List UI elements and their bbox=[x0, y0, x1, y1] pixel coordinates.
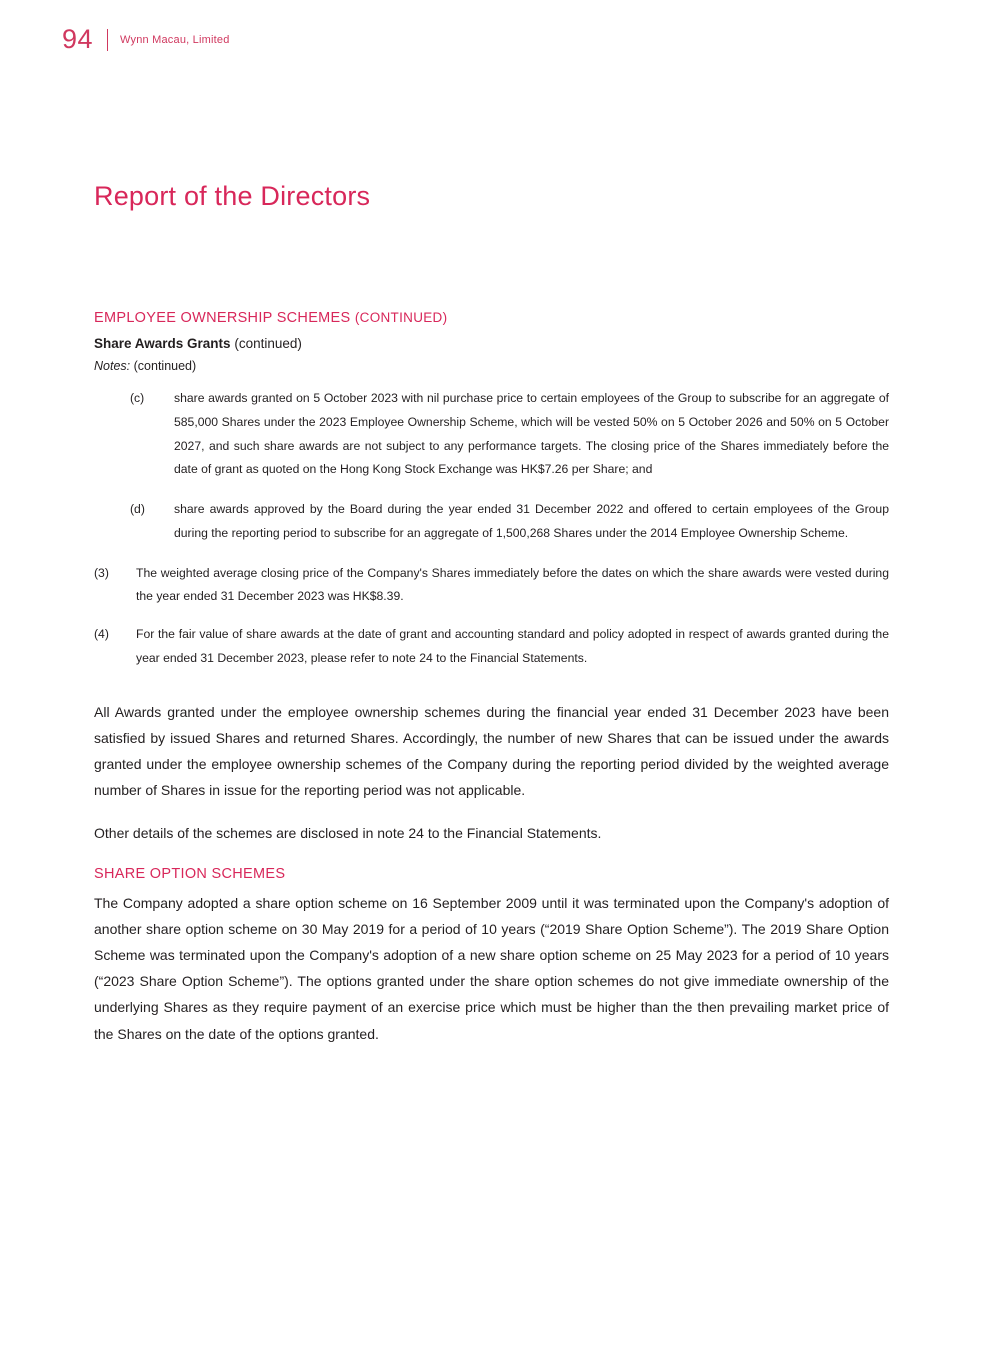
list-item-text: The weighted average closing price of the Company's Shares immediately before the dates on which the share awards were vested during the year ended 31 December 2023 was HK$8.39. bbox=[136, 565, 889, 604]
page-number: 94 bbox=[62, 24, 94, 54]
list-item bbox=[94, 498, 889, 546]
section-heading-continued: (CONTINUED) bbox=[354, 310, 448, 325]
header-company-name: Wynn Macau, Limited bbox=[120, 33, 230, 46]
list-item bbox=[94, 623, 889, 671]
list-item-text: For the fair value of share awards at the date of grant and accounting standard and policy adopted in respect of awards granted during the year ended 31 December 2023, please refer to note 24 to the Financial Statements. bbox=[136, 627, 889, 666]
notes-label-text: Notes: bbox=[94, 359, 131, 373]
notes-label-continued: (continued) bbox=[133, 359, 197, 373]
page-header bbox=[62, 26, 230, 53]
subheading-text: Share Awards Grants bbox=[94, 336, 231, 351]
subheading-share-awards-grants bbox=[94, 336, 889, 351]
spacer bbox=[94, 685, 889, 699]
header-divider bbox=[107, 29, 108, 51]
notes-label bbox=[94, 359, 889, 373]
section-heading-text: EMPLOYEE OWNERSHIP SCHEMES bbox=[94, 310, 351, 326]
page-title: Report of the Directors bbox=[94, 181, 371, 212]
list-item-marker: (d) bbox=[130, 502, 145, 517]
paragraph-other-details: Other details of the schemes are disclosed in note 24 to the Financial Statements. bbox=[94, 824, 602, 841]
document-body bbox=[94, 310, 889, 1063]
section-heading-share-option-schemes: SHARE OPTION SCHEMES bbox=[94, 865, 286, 882]
list-item-text: share awards granted on 5 October 2023 with nil purchase price to certain employees of the Group to subscribe for an aggregate of 585,000 Shares under the 2023 Employee Ownership Scheme, which will be vested 50% on 5 October 2026 and 50% on 5 October 2027, and such share awards are not subject to any performance targets. The closing price of the Shares immediately before the date of grant as quoted on the Hong Kong Stock Exchange was HK$7.26 per Share; and bbox=[174, 391, 889, 477]
list-item bbox=[94, 387, 889, 482]
section-heading-employee-ownership-schemes bbox=[94, 310, 889, 326]
paragraph-share-option-schemes: The Company adopted a share option scheme on 16 September 2009 until it was terminated upon the Company's adoption of another share option scheme on 30 May 2019 for a period of 10 years (“2019 Share Option Scheme”). The 2019 Share Option Scheme was terminated upon the Company's adoption of a new share option scheme on 25 May 2023 for a period of 10 years (“2023 Share Option Scheme”). The options granted under the share option schemes do not give immediate ownership of the underlying Shares as they require payment of an exercise price which must be higher than the then prevailing market price of the Shares on the date of the options granted. bbox=[94, 894, 889, 1042]
list-item bbox=[94, 562, 889, 610]
list-item-text: share awards approved by the Board during the year ended 31 December 2022 and offered to certain employees of the Group during the reporting period to subscribe for an aggregate of 1,500,268 Shares under the 2014 Employee Ownership Scheme. bbox=[174, 502, 889, 540]
paragraph-all-awards: All Awards granted under the employee ownership schemes during the financial year ended 31 December 2023 have been satisfied by issued Shares and returned Shares. Accordingly, the number of new Shares that can be issued under the awards granted under the employee ownership schemes of the Company during the reporting period divided by the weighted average number of Shares in issue for the reporting period was not applicable. bbox=[94, 703, 889, 799]
list-item-marker: (3) bbox=[94, 565, 109, 580]
list-item-marker: (4) bbox=[94, 627, 109, 642]
subheading-continued: (continued) bbox=[234, 336, 302, 351]
list-item-marker: (c) bbox=[130, 391, 145, 405]
